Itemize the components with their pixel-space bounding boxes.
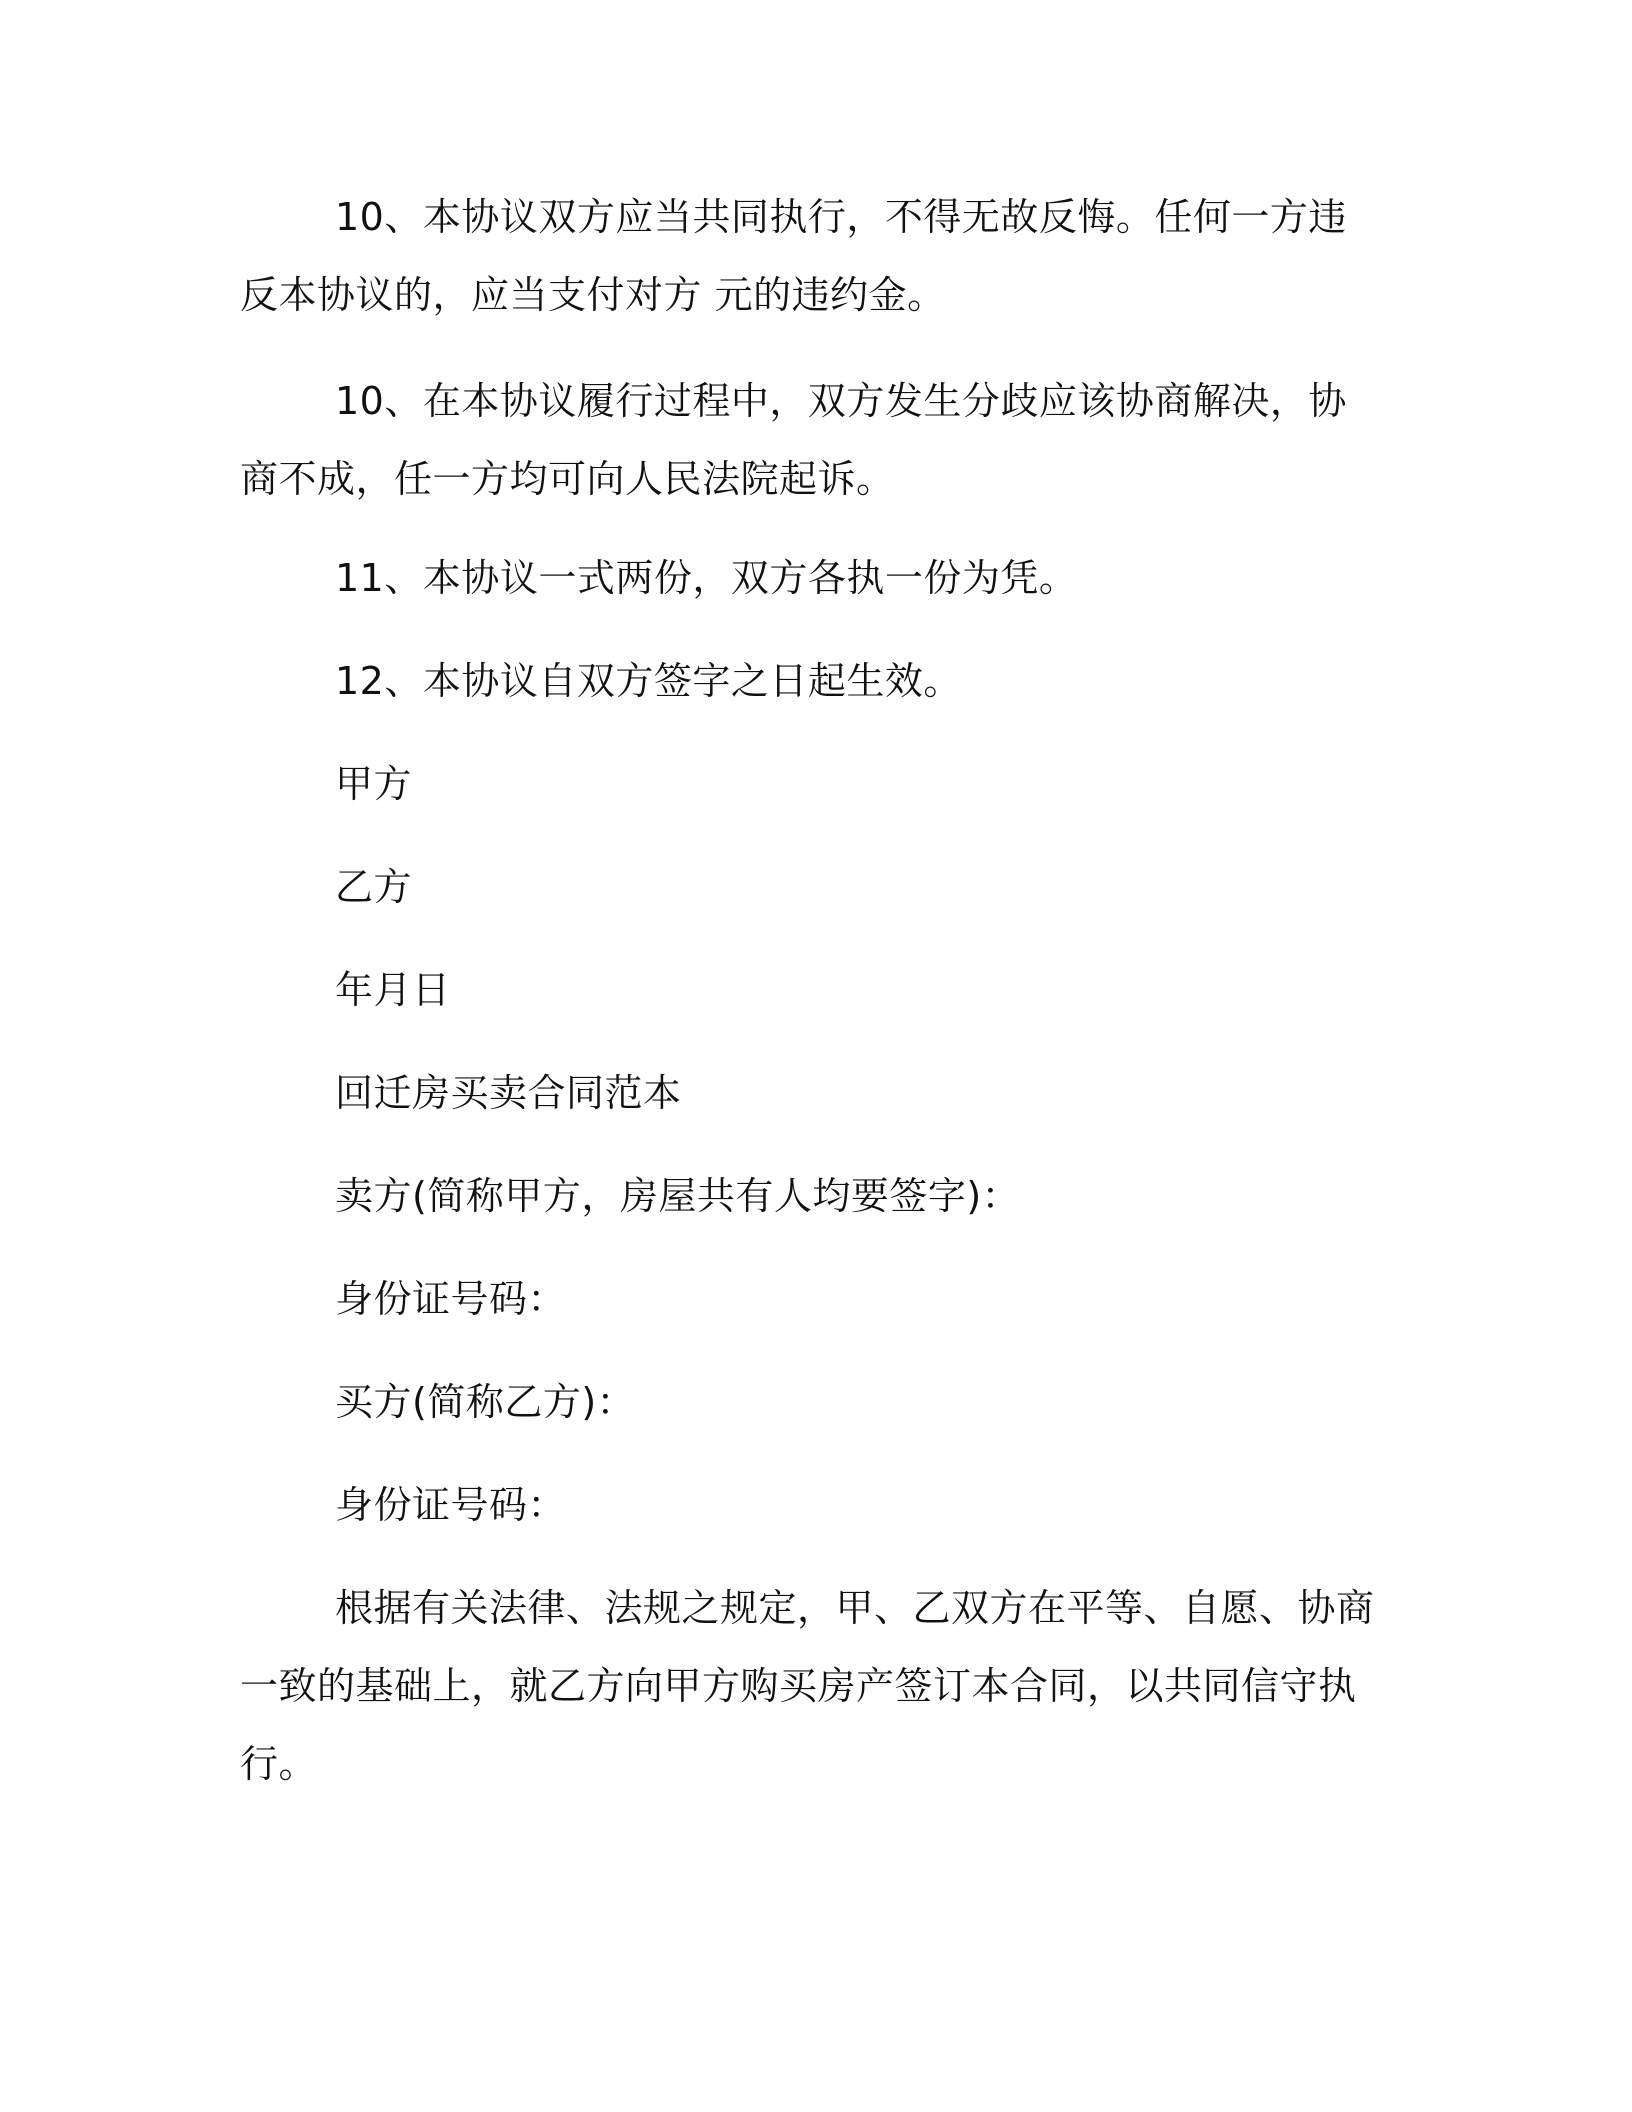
seller-id-label: 身份证号码： [335, 1277, 567, 1321]
clause-10-dispute: 10、在本协议履行过程中，双方发生分歧应该协商解决，协商不成，任一方均可向人民法院起诉。 [240, 379, 1347, 501]
clause-10-breach: 10、本协议双方应当共同执行，不得无故反悔。任何一方违反本协议的，应当支付对方 元的违约金。 [240, 195, 1347, 317]
buyer-id-label: 身份证号码： [335, 1483, 567, 1527]
party-a-signature-label: 甲方 [335, 762, 413, 806]
date-label: 年月日 [335, 968, 451, 1012]
contract-preamble: 根据有关法律、法规之规定，甲、乙双方在平等、自愿、协商一致的基础上，就乙方向甲方购买房产签订本合同，以共同信守执行。 [240, 1586, 1375, 1786]
clause-12-effective: 12、本协议自双方签字之日起生效。 [335, 659, 962, 703]
clause-11-copies: 11、本协议一式两份，双方各执一份为凭。 [335, 556, 1078, 600]
party-b-signature-label: 乙方 [335, 865, 413, 909]
contract-title: 回迁房买卖合同范本 [335, 1071, 682, 1115]
buyer-label: 买方(简称乙方)： [335, 1380, 636, 1424]
seller-label: 卖方(简称甲方，房屋共有人均要签字)： [335, 1174, 1021, 1218]
